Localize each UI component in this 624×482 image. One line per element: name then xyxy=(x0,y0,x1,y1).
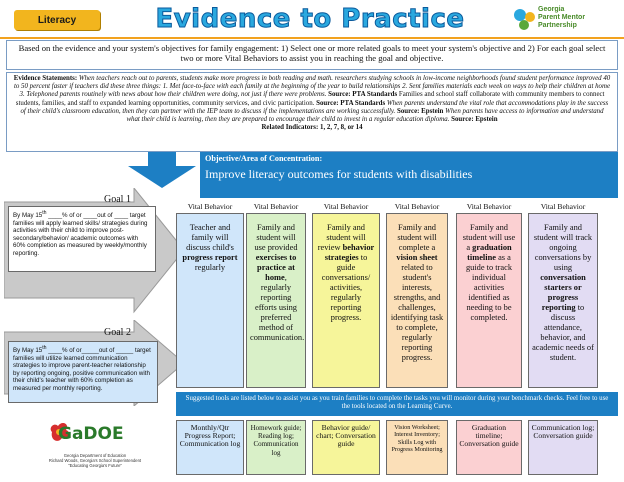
vb4-post: related to student's interests, strengths, and challenges, identifying task to complete, regularly reporting progress. xyxy=(390,263,444,362)
objective-text: Improve literacy outcomes for students with disabilities xyxy=(205,167,473,181)
org-line1: Georgia xyxy=(538,6,565,13)
evidence-s1: When teachers reach out to parents, students make more progress in both reading and math. researchers studying schools in low-income neighborhoods found student performance improved 40 to 50 percent faster if teachers did these three things: 1. Met face-to-face with each family at the beginning of the year to build relationships 2. Sent families materials each week on ways to help their children at home 3. Telephoned parents routinely with news about how their children were doing, not just if there were problems. xyxy=(13,75,611,99)
org-line2: Parent Mentor xyxy=(538,14,586,21)
evidence-source3: Source: Epstein xyxy=(397,107,444,115)
evidence-s2: Families and school staff collaborate with community members to connect students, families, and staff to expanded learning opportunities, community services, and civic participation. xyxy=(15,91,605,107)
literacy-tag: Literacy xyxy=(14,10,100,30)
vb4-bold: vision sheet xyxy=(396,253,438,262)
vital-behavior-label-3: Vital Behavior xyxy=(323,202,369,211)
vital-behavior-label-5: Vital Behavior xyxy=(466,202,512,211)
org-line3: Partnership xyxy=(538,22,577,29)
down-arrow-icon xyxy=(120,152,204,188)
vital-behavior-label-1: Vital Behavior xyxy=(187,202,233,211)
goal1-text xyxy=(8,206,156,272)
gadoe-superintendent: Richard Woods, Georgia's School Superintendent xyxy=(48,458,142,463)
vb5-post: as a guide to track individual activities identified as needing to be completed. xyxy=(465,253,513,322)
tool-box-1: Monthly/Qtr Progress Report; Communication log xyxy=(176,420,244,475)
vb6-post: to discuss attendance, behavior, and academic needs of student. xyxy=(532,303,594,362)
goal1-text-b: ____% of or ____out of ____ target families will apply learned skills/ strategies during activities with their child to improve post-secondary/behavior/ academic outcomes with 60% completion as measured by weekly/monthly reporting. xyxy=(13,212,148,258)
vb5-pre: Family and student will use a xyxy=(462,223,516,252)
goal2-label: Goal 2 xyxy=(104,327,131,338)
vital-behavior-label-6: Vital Behavior xyxy=(540,202,586,211)
vital-behavior-1 xyxy=(176,213,244,388)
goal2-text xyxy=(8,341,158,403)
vb2-pre: Family and student will use provided xyxy=(254,223,298,252)
evidence-s4: When parents have access to information and understand what their child is learning, then they are prepared to encourage their child to invest in a regular education diploma. xyxy=(126,107,604,124)
vital-behavior-4 xyxy=(386,213,448,388)
org-name xyxy=(538,6,624,36)
vb2-post: , regularly reporting efforts using preferred method of communication. xyxy=(250,273,305,342)
vb4-pre: Family and student will complete a xyxy=(397,223,437,252)
vital-behavior-6 xyxy=(528,213,598,388)
goal1-sup: th xyxy=(42,210,47,216)
tool-box-5: Graduation timeline; Conversation guide xyxy=(456,420,522,475)
vital-behavior-3 xyxy=(312,213,380,388)
evidence-source4: Source: Epstein xyxy=(451,116,498,124)
vb3-post: to guide conversations/ activities, regularly reporting progress. xyxy=(321,253,371,322)
intro-instructions: Based on the evidence and your system's objectives for family engagement: 1) Select one or more related goals to meet your system's objective and 2) For each goal select two or more Vital Behaviors to assist you in reaching the goal and objective. xyxy=(6,40,618,70)
tool-box-4: Vision Worksheet; Interest Inventory; Skills Log with Progress Monitoring xyxy=(386,420,448,475)
vb6-bold: conversation starters or progress reporting xyxy=(540,273,586,312)
vb3-bold: behavior strategies xyxy=(324,243,375,262)
evidence-source2: Source: PTA Standards xyxy=(316,99,386,107)
vb5-bold: graduation timeline xyxy=(467,243,512,262)
gadoe-dept: Georgia Department of Education xyxy=(63,453,127,458)
vital-behavior-label-4: Vital Behavior xyxy=(394,202,440,211)
related-indicators: Related Indicators: 1, 2, 7, 8, or 14 xyxy=(261,124,363,132)
tool-box-3: Behavior guide/ chart; Conversation guide xyxy=(312,420,380,475)
evidence-heading: Evidence Statements: xyxy=(13,75,78,82)
vital-behavior-5 xyxy=(456,213,522,388)
vb3-pre: Family and student will review xyxy=(317,223,366,252)
vital-behavior-2 xyxy=(246,213,306,388)
evidence-source1: Source: PTA Standards xyxy=(328,91,398,99)
goal1-label: Goal 1 xyxy=(104,194,131,205)
tool-box-2: Homework guide; Reading log; Communication log xyxy=(246,420,306,475)
vb2-bold: exercises to practice at home xyxy=(255,253,297,282)
vb1-pre: Teacher and family will discuss child's xyxy=(186,223,234,252)
vb6-pre: Family and student will track ongoing conversations by using xyxy=(533,223,593,272)
evidence-s3: When parents understand the vital role that accommodations play in the success of their child's classroom education, then they can partner with the IEP team to discuss if the implementations are working successfully. xyxy=(20,99,609,115)
gadoe-caption xyxy=(40,453,150,477)
page-title: Evidence to Practice xyxy=(155,4,465,34)
goal1-text-a: By May 15 xyxy=(13,212,43,220)
vb1-post: regularly xyxy=(194,263,226,272)
evidence-statements xyxy=(6,72,618,152)
gadoe-name: GaDOE xyxy=(58,424,124,444)
objective-label: Objective/Area of Concentration: xyxy=(205,154,323,163)
goal2-text-b: ____% of or_____out of _____ target families will utilize learned communication strategies to improve parent-teacher relationship by reporting ongoing, positive communication with their child's teacher with 60% completion as measured per monthly reporting. xyxy=(13,347,151,393)
goal2-text-a: By May 15 xyxy=(13,347,43,355)
vb1-bold: progress report xyxy=(182,253,238,262)
goal2-sup: th xyxy=(42,345,47,351)
tool-box-6: Communication log; Conversation guide xyxy=(528,420,598,475)
vital-behavior-label-2: Vital Behavior xyxy=(253,202,299,211)
header-divider xyxy=(0,37,624,39)
suggested-tools-banner: Suggested tools are listed below to assist you as you train families to complete the tasks you will monitor during your benchmark checks. Feel free to use the tools located on the Learning Curve. xyxy=(176,392,618,416)
gadoe-motto: "Educating Georgia's Future" xyxy=(68,463,122,468)
